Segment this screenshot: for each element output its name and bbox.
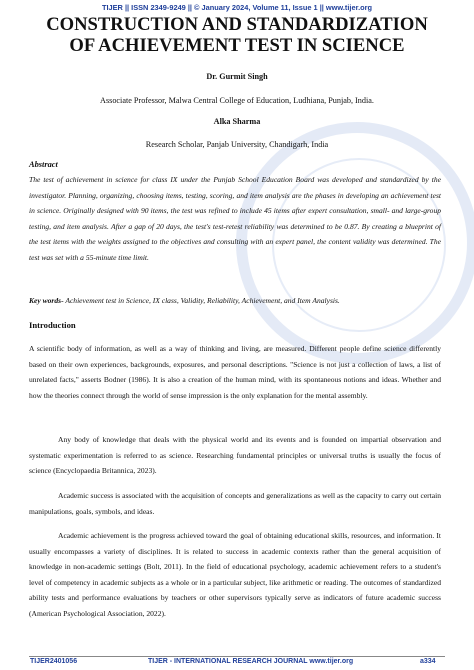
footer-page-number: a334 xyxy=(420,658,436,665)
footer-journal: TIJER - INTERNATIONAL RESEARCH JOURNAL www.tijer.org xyxy=(148,658,354,665)
title-line-2: OF ACHIEVEMENT TEST IN SCIENCE xyxy=(69,35,405,56)
journal-header: TIJER || ISSN 2349-9249 || © January 2024, Volume 11, Issue 1 || www.tijer.org xyxy=(101,3,373,12)
paper-title xyxy=(10,14,464,56)
author-1-affiliation: Associate Professor, Malwa Central College of Education, Ludhiana, Punjab, India. xyxy=(100,96,374,105)
author-2-name: Alka Sharma xyxy=(213,117,261,126)
intro-paragraph-1: A scientific body of information, as well as a way of thinking and living, are measured. Different people define science differently based on their own experiences, backgrounds, exposures, and personal descriptions. "Science is not just a collection of laws, a list of unrelated facts," asserts Bodner (1986). It is also a creation of the human mind, with its spontaneous notions and ideas. Whether and how the theories connect through the world of sense impression is the only explanation for the mental assembly. xyxy=(29,344,441,400)
keywords xyxy=(29,296,441,305)
abstract-text: The test of achievement in science for class IX under the Punjab School Education Board was developed and standardized by the investigator. Planning, organizing, choosing items, testing, scoring, and item analysis are the phases in developing an achievement test in science. Originally designed with 90 items, the test was refined to include 45 items after expert consultation, small- and large-group testing, and item analysis. After a gap of 20 days, the test's test-retest reliability was determined to be 0.87. By creating a blueprint of the test items with the weights assigned to the objectives and consulting with an expert panel, the content validity was determined. The test was set with a 55-minute time limit. xyxy=(29,175,441,262)
intro-paragraph-3: Academic success is associated with the acquisition of concepts and generalizations as well as the capacity to carry out certain manipulations, goals, symbols, and ideas. xyxy=(29,491,441,516)
footer-divider xyxy=(29,656,445,657)
intro-paragraph-2: Any body of knowledge that deals with the physical world and its events and is founded on impartial observation and systematic experimentation is referred to as science. Researching fundamental principles or universal truths is usually the focus of science (Encyclopaedia Britannica, 2023). xyxy=(29,435,441,476)
author-2-affiliation: Research Scholar, Panjab University, Chandigarh, India xyxy=(145,140,329,149)
abstract-heading: Abstract xyxy=(29,160,58,169)
page-footer xyxy=(0,658,474,670)
title-line-1: CONSTRUCTION AND STANDARDIZATION xyxy=(46,14,428,35)
keywords-text: Achievement test in Science, IX class, Validity, Reliability, Achievement, and Item Analysis. xyxy=(63,296,340,305)
introduction-heading: Introduction xyxy=(29,320,76,330)
author-1-name: Dr. Gurmit Singh xyxy=(206,72,268,81)
keywords-label: Key words- xyxy=(29,296,64,305)
intro-paragraph-4: Academic achievement is the progress achieved toward the goal of obtaining educational skills, resources, and information. It usually encompasses a variety of disciplines. It is related to success in academic contexts rather than the general acquisition of knowledge in non-academic settings (Bolt, 2011). In the field of educational psychology, academic achievement refers to a student's level of competency in academic subjects as a whole or in a particular subject, like arithmetic or reading. The outcomes of standardized ability tests and performance evaluations by teachers or other supervisors typically serve as indicators of future academic success (American Psychological Association, 2022). xyxy=(29,531,441,618)
footer-paper-id: TIJER2401056 xyxy=(30,658,78,665)
